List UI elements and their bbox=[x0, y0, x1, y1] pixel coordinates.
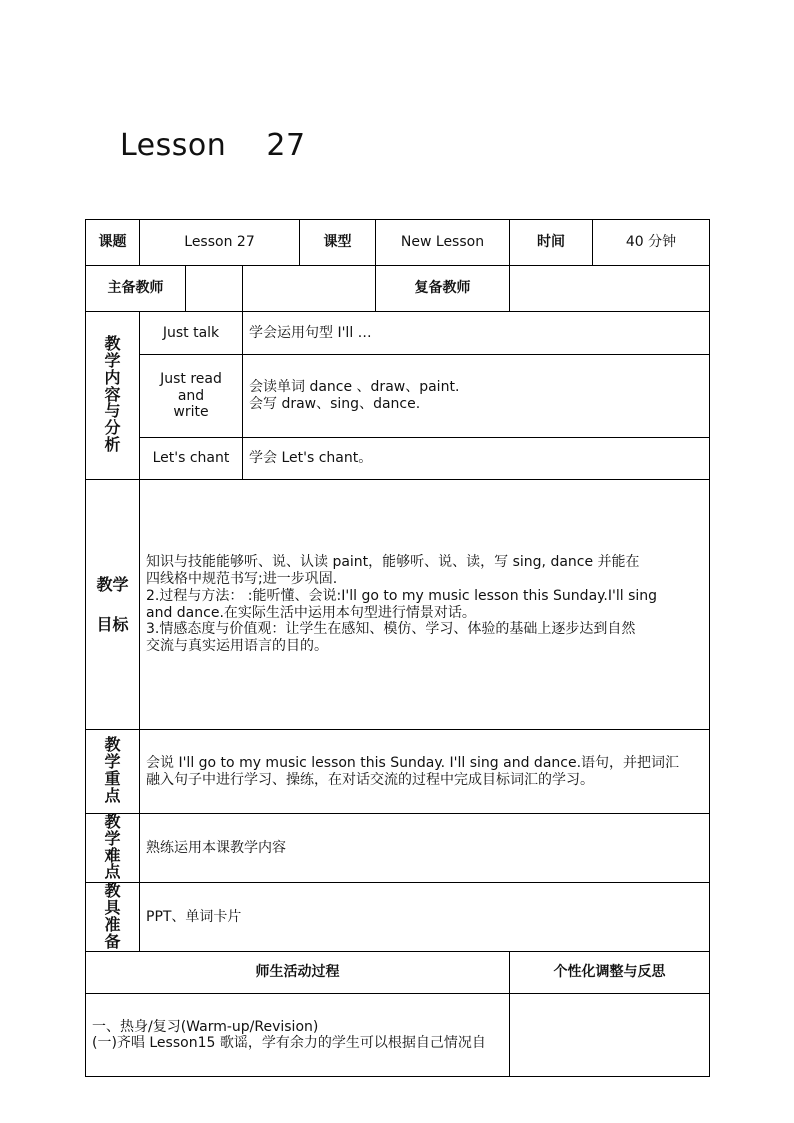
content-item-name-line: write bbox=[173, 404, 209, 421]
activity-body-row bbox=[86, 994, 710, 1077]
tools-label: 教具准备 bbox=[104, 881, 121, 951]
re-teacher-label: 复备教师 bbox=[376, 266, 510, 312]
activity-header-left: 师生活动过程 bbox=[86, 952, 510, 994]
goals-label-line: 教学 bbox=[96, 574, 129, 594]
goals-row bbox=[86, 480, 710, 730]
content-item-desc-line: 会写 draw、sing、dance. bbox=[249, 396, 421, 412]
goal-line: and dance.在实际生活中运用本句型进行情景对话。 bbox=[146, 604, 476, 621]
content-item-desc: 学会 Let's chant。 bbox=[243, 438, 710, 480]
activity-header-right: 个性化调整与反思 bbox=[510, 952, 710, 994]
content-item-desc-line: 会读单词 dance 、draw、paint. bbox=[249, 379, 460, 396]
goal-line: 知识与技能能够听、说、认读 paint，能够听、说、读，写 sing, dance 并能在 bbox=[146, 554, 640, 571]
tools-row bbox=[86, 883, 710, 952]
re-teacher-value bbox=[510, 266, 710, 312]
content-row-3 bbox=[86, 438, 710, 480]
content-row-1 bbox=[86, 312, 710, 355]
topic-label: 课题 bbox=[86, 220, 140, 266]
content-item-name: Let's chant bbox=[140, 438, 243, 480]
difficulty-label: 教学难点 bbox=[104, 812, 121, 882]
key-line: 会说 I'll go to my music lesson this Sunday. I'll sing and dance.语句，并把词汇 bbox=[146, 754, 680, 771]
goal-line: 四线格中规范书写;进一步巩固. bbox=[146, 570, 338, 587]
goals-label-line: 目标 bbox=[96, 614, 129, 634]
main-teacher-space bbox=[243, 266, 376, 312]
key-row bbox=[86, 730, 710, 814]
activity-header-row bbox=[86, 952, 710, 994]
activity-line: 一、热身/复习(Warm-up/Revision) bbox=[92, 1018, 319, 1035]
time-value: 40 分钟 bbox=[625, 234, 677, 251]
type-value: New Lesson bbox=[376, 220, 510, 266]
type-label: 课型 bbox=[300, 220, 376, 266]
tools-text: PPT、单词卡片 bbox=[140, 883, 710, 952]
content-item-desc: 学会运用句型 I'll … bbox=[243, 312, 710, 355]
page-title: Lesson 27 bbox=[120, 128, 306, 163]
goal-line: 3.情感态度与价值观：让学生在感知、模仿、学习、体验的基础上逐步达到自然 bbox=[146, 621, 636, 638]
activity-line: (一)齐唱 Lesson15 歌谣，学有余力的学生可以根据自己情况自 bbox=[92, 1035, 486, 1052]
difficulty-row bbox=[86, 814, 710, 883]
activity-reflection bbox=[510, 994, 710, 1077]
topic-value: Lesson 27 bbox=[140, 220, 300, 266]
main-teacher-label: 主备教师 bbox=[86, 266, 186, 311]
content-item-name: Just talk bbox=[140, 312, 243, 355]
goal-line: 交流与真实运用语言的目的。 bbox=[146, 638, 328, 655]
goal-line: 2.过程与方法： :能听懂、会说:I'll go to my music lesson this Sunday.I'll sing bbox=[146, 587, 658, 604]
lesson-plan-table bbox=[85, 219, 710, 1077]
key-line: 融入句子中进行学习、操练，在对话交流的过程中完成目标词汇的学习。 bbox=[146, 771, 594, 788]
teacher-row bbox=[86, 266, 710, 312]
content-item-name-line: Just read and bbox=[160, 370, 222, 404]
content-label: 教学内容与分析 bbox=[104, 334, 121, 454]
difficulty-text: 熟练运用本课教学内容 bbox=[140, 814, 710, 883]
header-row bbox=[86, 220, 710, 266]
key-label: 教学重点 bbox=[104, 735, 121, 805]
time-label: 时间 bbox=[510, 220, 593, 265]
content-row-2 bbox=[86, 355, 710, 438]
main-teacher-value bbox=[186, 266, 242, 311]
